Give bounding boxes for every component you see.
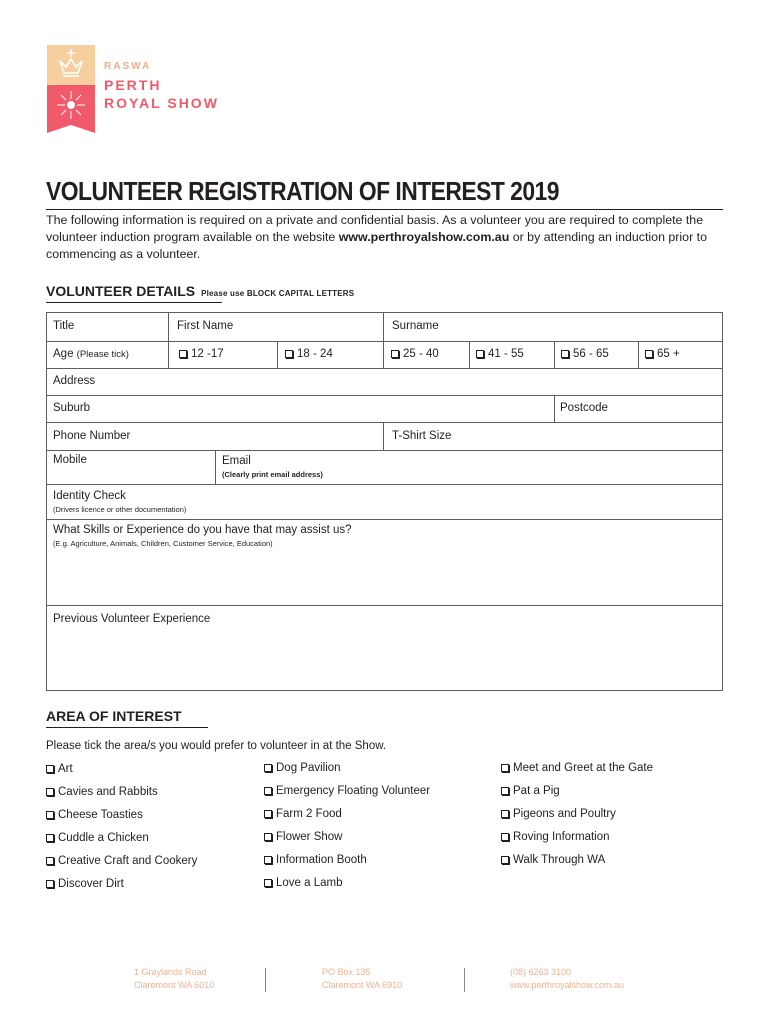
row-divider xyxy=(47,519,722,520)
checkbox-icon[interactable] xyxy=(264,787,272,795)
area-option-label: Dog Pavilion xyxy=(276,762,341,774)
area-option[interactable] xyxy=(264,831,342,843)
tshirt-field[interactable]: T-Shirt Size xyxy=(392,430,452,442)
row-divider xyxy=(47,368,722,369)
checkbox-icon[interactable] xyxy=(46,811,54,819)
logo-line-1: RASWA xyxy=(104,61,152,72)
area-option-label: Discover Dirt xyxy=(58,878,124,890)
age-option-56-65[interactable] xyxy=(555,348,609,360)
website-link[interactable]: www.perthroyalshow.com.au xyxy=(338,230,510,244)
area-option[interactable] xyxy=(46,855,197,867)
age-option-label: 25 - 40 xyxy=(403,348,439,360)
age-option-65-plus[interactable] xyxy=(639,348,680,360)
logo-text xyxy=(104,62,219,110)
surname-field[interactable]: Surname xyxy=(392,320,439,332)
age-option-25-40[interactable] xyxy=(385,348,439,360)
footer-address-line-1: 1 Graylands Road xyxy=(134,967,207,977)
footer-divider xyxy=(265,968,266,992)
skills-label: What Skills or Experience do you have that may assist us? xyxy=(53,524,352,536)
area-option-label: Information Booth xyxy=(276,854,367,866)
checkbox-icon[interactable] xyxy=(264,856,272,864)
area-instruction: Please tick the area/s you would prefer to volunteer in at the Show. xyxy=(46,740,387,752)
area-option[interactable] xyxy=(501,785,560,797)
intro-paragraph xyxy=(46,212,736,263)
area-option-label: Emergency Floating Volunteer xyxy=(276,785,431,797)
row-divider xyxy=(47,395,722,396)
area-option[interactable] xyxy=(264,877,343,889)
checkbox-icon[interactable] xyxy=(264,833,272,841)
footer-po-line-1: PO Box 135 xyxy=(322,967,371,977)
skills-note: (E.g. Agriculture, Animals, Children, Customer Service, Education) xyxy=(53,539,273,548)
footer-po-line-2: Claremont WA 6910 xyxy=(322,980,403,990)
col-divider xyxy=(277,341,278,369)
area-option-label: Roving Information xyxy=(513,831,610,843)
page-title: VOLUNTEER REGISTRATION OF INTEREST 2019 xyxy=(46,176,559,206)
area-option[interactable] xyxy=(264,854,367,866)
footer-po-box xyxy=(322,966,402,992)
checkbox-icon[interactable] xyxy=(264,764,272,772)
logo-line-3: ROYAL SHOW xyxy=(104,95,219,111)
skills-field[interactable] xyxy=(47,524,352,550)
area-option[interactable] xyxy=(264,808,342,820)
checkbox-icon[interactable] xyxy=(501,856,509,864)
area-option-label: Meet and Greet at the Gate xyxy=(513,762,653,774)
area-option-label: Walk Through WA xyxy=(513,854,606,866)
checkbox-icon[interactable] xyxy=(501,787,509,795)
col-divider xyxy=(383,313,384,369)
identity-check-field[interactable] xyxy=(47,490,186,516)
age-option-label: 12 -17 xyxy=(191,348,224,360)
area-option[interactable] xyxy=(46,786,158,798)
checkbox-icon[interactable] xyxy=(46,834,54,842)
area-option-label: Art xyxy=(58,763,73,775)
area-option-label: Cavies and Rabbits xyxy=(58,786,158,798)
checkbox-icon[interactable] xyxy=(264,879,272,887)
area-option-label: Cuddle a Chicken xyxy=(58,832,149,844)
intro-part-1: The following information is required on a private and confidential basis. As a volunteer you are required to complete the volunteer induction program available on the website xyxy=(46,213,704,244)
checkbox-icon[interactable] xyxy=(645,350,653,358)
col-divider xyxy=(383,422,384,450)
area-option[interactable] xyxy=(264,785,430,797)
area-option[interactable] xyxy=(501,762,653,774)
sunburst-icon xyxy=(47,85,95,133)
checkbox-icon[interactable] xyxy=(391,350,399,358)
footer-divider xyxy=(464,968,465,992)
email-note: (Clearly print email address) xyxy=(222,470,323,479)
area-option[interactable] xyxy=(501,854,605,866)
volunteer-details-form xyxy=(46,312,723,691)
age-option-41-55[interactable] xyxy=(470,348,524,360)
logo xyxy=(47,45,95,133)
footer-website[interactable]: www.perthroyalshow.com.au xyxy=(510,980,625,990)
previous-experience-field[interactable]: Previous Volunteer Experience xyxy=(53,613,211,625)
age-option-label: 65 + xyxy=(657,348,680,360)
area-option-label: Pat a Pig xyxy=(513,785,560,797)
volunteer-details-heading xyxy=(46,283,354,299)
area-option-label: Creative Craft and Cookery xyxy=(58,855,198,867)
area-option-label: Pigeons and Poultry xyxy=(513,808,616,820)
area-option[interactable] xyxy=(501,808,616,820)
footer-address xyxy=(134,966,214,992)
checkbox-icon[interactable] xyxy=(264,810,272,818)
footer-address-line-2: Claremont WA 6010 xyxy=(134,980,215,990)
row-divider xyxy=(47,605,722,606)
title-divider xyxy=(46,209,723,210)
crown-icon xyxy=(47,45,95,85)
area-option[interactable] xyxy=(46,832,149,844)
age-note: (Please tick) xyxy=(76,349,129,360)
email-field[interactable] xyxy=(216,455,323,481)
postcode-field[interactable]: Postcode xyxy=(560,402,608,414)
sunburst-panel xyxy=(47,85,95,133)
footer-contact xyxy=(510,966,624,992)
area-option-label: Cheese Toasties xyxy=(58,809,143,821)
col-divider xyxy=(168,313,169,369)
area-option-label: Flower Show xyxy=(276,831,343,843)
volunteer-details-title: VOLUNTEER DETAILS xyxy=(46,283,196,299)
first-name-field[interactable]: First Name xyxy=(177,320,234,332)
row-divider xyxy=(47,422,722,423)
area-option[interactable] xyxy=(46,878,124,890)
age-option-label: 18 - 24 xyxy=(297,348,333,360)
area-option[interactable] xyxy=(46,763,73,775)
area-of-interest-underline xyxy=(46,727,208,728)
age-option-label: 56 - 65 xyxy=(573,348,609,360)
intro-part-2: or by attending an induction prior to commencing as a volunteer. xyxy=(46,230,707,261)
identity-note: (Drivers licence or other documentation) xyxy=(53,505,187,514)
age-option-label: 41 - 55 xyxy=(488,348,524,360)
checkbox-icon[interactable] xyxy=(46,788,54,796)
row-divider xyxy=(47,341,722,342)
phone-field[interactable]: Phone Number xyxy=(53,430,131,442)
area-option[interactable] xyxy=(46,809,143,821)
area-of-interest-heading: AREA OF INTEREST xyxy=(46,708,182,724)
title-field[interactable]: Title xyxy=(53,320,75,332)
age-label-text: Age xyxy=(53,348,74,360)
logo-line-2: PERTH xyxy=(104,77,162,93)
area-option[interactable] xyxy=(501,831,610,843)
row-divider xyxy=(47,484,722,485)
checkbox-icon[interactable] xyxy=(46,880,54,888)
checkbox-icon[interactable] xyxy=(476,350,484,358)
checkbox-icon[interactable] xyxy=(46,857,54,865)
footer-phone[interactable]: (08) 6263 3100 xyxy=(510,967,572,977)
row-divider xyxy=(47,450,722,451)
email-label: Email xyxy=(222,455,251,467)
area-option-label: Love a Lamb xyxy=(276,877,343,889)
checkbox-icon[interactable] xyxy=(179,350,187,358)
checkbox-icon[interactable] xyxy=(285,350,293,358)
volunteer-details-underline xyxy=(46,302,222,303)
area-option-label: Farm 2 Food xyxy=(276,808,342,820)
block-capitals-note: Please use BLOCK CAPITAL LETTERS xyxy=(201,289,355,298)
area-option[interactable] xyxy=(264,762,341,774)
mobile-field[interactable]: Mobile xyxy=(53,454,87,466)
checkbox-icon[interactable] xyxy=(561,350,569,358)
age-option-18-24[interactable] xyxy=(279,348,333,360)
identity-label: Identity Check xyxy=(53,490,126,502)
suburb-field[interactable]: Suburb xyxy=(53,402,91,414)
address-field[interactable]: Address xyxy=(53,375,96,387)
checkbox-icon[interactable] xyxy=(501,764,509,772)
checkbox-icon[interactable] xyxy=(46,765,54,773)
age-option-12-17[interactable] xyxy=(173,348,224,360)
checkbox-icon[interactable] xyxy=(501,833,509,841)
age-label xyxy=(47,348,129,360)
checkbox-icon[interactable] xyxy=(501,810,509,818)
crown-panel xyxy=(47,45,95,85)
